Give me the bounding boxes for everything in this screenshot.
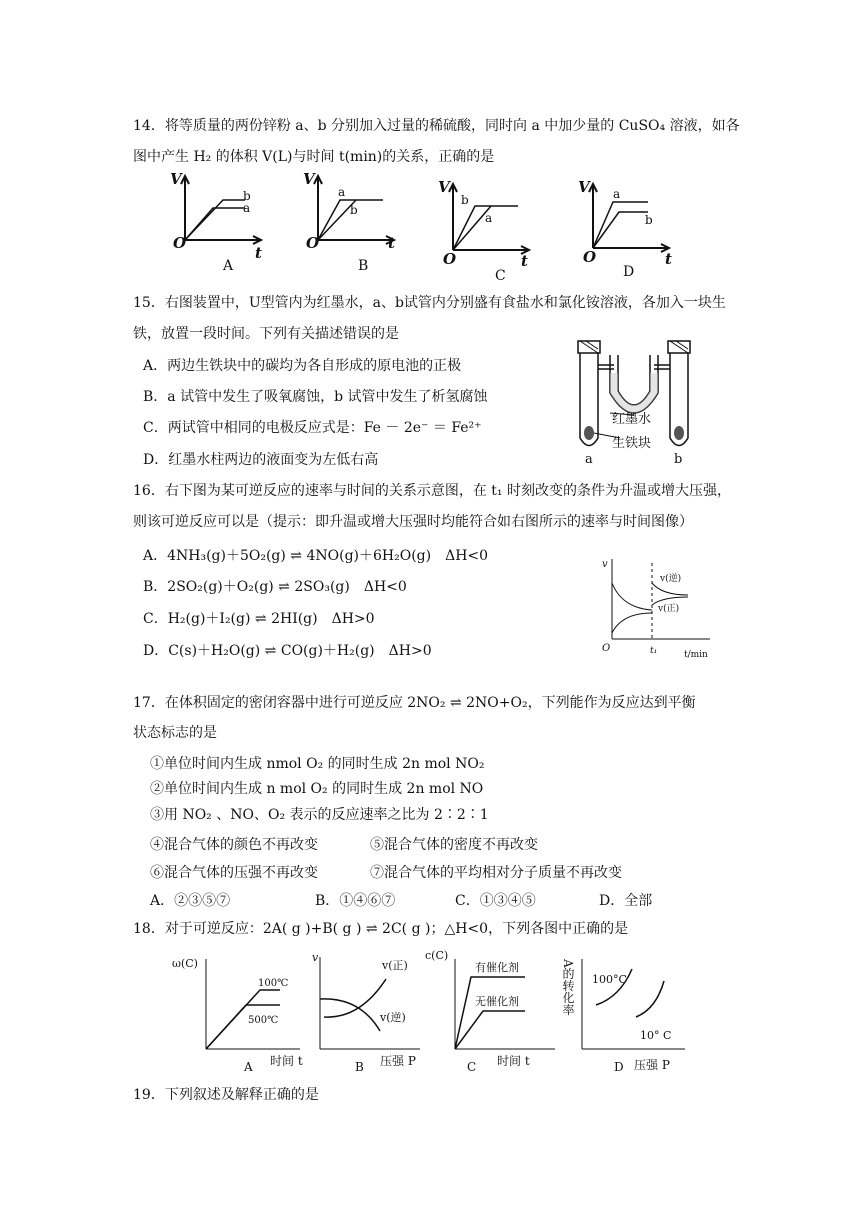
label-100: 100°C [592,973,627,986]
option-label: D [623,264,635,280]
label-b: b [674,452,683,467]
origin-label: O [173,234,187,252]
q14-graph-a [170,170,262,274]
curve-a-label: a [613,187,621,201]
q17-stem-line2: 状态标志的是 [133,725,217,741]
q17-option-c: C．①③④⑤ [455,893,536,909]
q17-item-2: ②单位时间内生成 n mol O₂ 的同时生成 2n mol NO [150,781,484,797]
origin-label: O [306,234,320,252]
origin-label: O [583,248,597,266]
q15-option-a: A．两边生铁块中的碳均为各自形成的原电池的正极 [143,358,462,374]
axis-v-label: V [438,178,450,196]
axis-y-label: A的转化率 [561,959,575,1016]
axis-t-label: t [665,250,672,268]
axis-y-label: ω(C) [172,957,198,970]
q16-option-c: C．H₂(g)＋I₂(g) ⇌ 2HI(g) ΔH>0 [143,611,375,627]
option-label: A [223,258,234,274]
curve-a-label: a [338,185,346,199]
label-a: a [585,452,593,467]
label-rev: v(逆) [660,574,682,584]
q19-stem-line1: 19．下列叙述及解释正确的是 [133,1087,319,1103]
q14-stem-line1: 14．将等质量的两份锌粉 a、b 分别加入过量的稀硫酸，同时向 a 中加少量的 CuSO₄ 溶液，如各 [133,118,740,134]
label-fwd: v(正) [658,604,680,614]
q16-stem-line2: 则该可逆反应可以是（提示：即升温或增大压强时均能符合如右图所示的速率与时间图像） [133,514,693,530]
q17-item-5: ⑤混合气体的密度不再改变 [370,837,538,853]
q17-item-3: ③用 NO₂ 、NO、O₂ 表示的反应速率之比为 2∶2∶1 [150,807,489,823]
q17-item-1: ①单位时间内生成 nmol O₂ 的同时生成 2n mol NO₂ [150,756,485,772]
axis-t-label: t [388,234,395,252]
curve-rev-before [612,583,652,610]
option-label: A [244,1060,253,1074]
curve-a [593,202,648,248]
curve-fwd [320,999,380,1031]
q15-option-d: D．红墨水柱两边的液面变为左低右高 [143,452,379,468]
q14-stem-line2: 图中产生 H₂ 的体积 V(L)与时间 t(min)的关系，正确的是 [133,149,495,165]
origin-label: O [443,250,457,268]
curve-b [185,200,245,240]
q16-stem-line1: 16．右下图为某可逆反应的速率与时间的关系示意图，在 t₁ 时刻改变的条件为升温或增大压强， [133,483,731,499]
option-label: C [467,1060,477,1074]
option-label: B [358,258,369,274]
q18-graph-c [425,949,555,1074]
axis-t-label: t [255,244,262,262]
label-catalyst: 有催化剂 [475,961,519,974]
label-500: 500℃ [248,1015,279,1026]
curve-b-label: b [350,203,358,217]
label-100: 100℃ [258,978,289,989]
curve-a-label: a [243,201,251,215]
iron-block-b [674,426,684,440]
q15-u-tube-figure [570,333,700,468]
curve-500 [206,1005,280,1049]
u-tube-inner [618,355,650,405]
label-red-ink: 红墨水 [612,412,652,427]
q17-stem-line1: 17．在体积固定的密闭容器中进行可逆反应 2NO₂ ⇌ 2NO+O₂，下列能作为反应达到平衡 [133,695,696,711]
axis-t-label: t/min [684,650,708,660]
label-iron: 生铁块 [612,436,652,451]
iron-block-a [584,426,594,440]
curve-rev-after [652,583,688,595]
curve-10 [636,981,664,1017]
q18-graph-d [561,958,685,1074]
q17-item-4: ④混合气体的颜色不再改变 [150,837,318,853]
option-label: B [355,1060,364,1074]
q14-graph-d [578,178,672,280]
q16-option-d: D．C(s)＋H₂O(g) ⇌ CO(g)＋H₂(g) ΔH>0 [143,643,432,659]
axis-v-label: V [303,170,315,188]
curve-fwd-before [612,613,652,633]
q18-stem-line1: 18．对于可逆反应：2A( g )+B( g ) ⇌ 2C( g )；△H<0，下列各图中正确的是 [133,921,629,937]
option-label: D [614,1060,624,1074]
q14-graphs [165,170,725,282]
curve-catalyst [455,977,525,1049]
axis-v-label: V [170,170,182,188]
axis-v-label: v [602,559,608,570]
curve-a-label: a [485,211,493,225]
q18-graph-a [172,957,303,1074]
red-ink [610,373,658,413]
t1-label: t₁ [650,646,658,656]
origin-label: O [602,643,611,654]
curve-b-label: b [461,193,469,207]
axis-v-label: V [578,178,590,196]
curve-b-label: b [243,189,251,203]
q15-option-c: C．两试管中相同的电极反应式是：Fe － 2e⁻ ＝ Fe²⁺ [143,420,482,436]
label-no-catalyst: 无催化剂 [475,995,519,1008]
q17-option-b: B．①④⑥⑦ [315,893,396,909]
curve-no-catalyst [455,1011,525,1049]
axis-x-label: 压强 P [634,1058,670,1072]
axis-x-label: 时间 t [270,1054,303,1068]
q15-stem-line1: 15．右图装置中，U型管内为红墨水，a、b试管内分别盛有食盐水和氯化铵溶液，各加入一块生 [133,295,726,311]
curve-a [185,208,245,240]
q17-item-6: ⑥混合气体的压强不再改变 [150,865,318,881]
q16-option-b: B．2SO₂(g)＋O₂(g) ⇌ 2SO₃(g) ΔH<0 [143,579,407,595]
axis-y-label: v [312,951,319,964]
q15-option-b: B．a 试管中发生了吸氧腐蚀，b 试管中发生了析氢腐蚀 [143,389,488,405]
q17-option-d: D．全部 [599,893,653,909]
q14-graph-b [303,170,395,274]
q14-graph-c [438,178,529,282]
axis-x-label: 压强 P [380,1054,416,1068]
label-10: 10° C [640,1029,672,1042]
q16-option-a: A．4NH₃(g)＋5O₂(g) ⇌ 4NO(g)＋6H₂O(g) ΔH<0 [143,548,489,564]
axis-y-label: c(C) [425,949,449,962]
q18-graphs [170,945,700,1075]
option-label: C [495,268,506,282]
axis-t-label: t [521,252,528,270]
q17-option-a: A．②③⑤⑦ [150,893,231,909]
q17-item-7: ⑦混合气体的平均相对分子质量不再改变 [370,865,622,881]
curve-b-label: b [645,213,653,227]
curve-rev [324,979,386,1017]
label-rev: v(逆) [380,1011,406,1024]
axis-x-label: 时间 t [497,1054,530,1068]
q18-graph-b [312,951,420,1074]
label-fwd: v(正) [382,959,408,972]
q15-stem-line2: 铁，放置一段时间。下列有关描述错误的是 [133,326,399,342]
q16-rate-time-graph [598,553,718,663]
